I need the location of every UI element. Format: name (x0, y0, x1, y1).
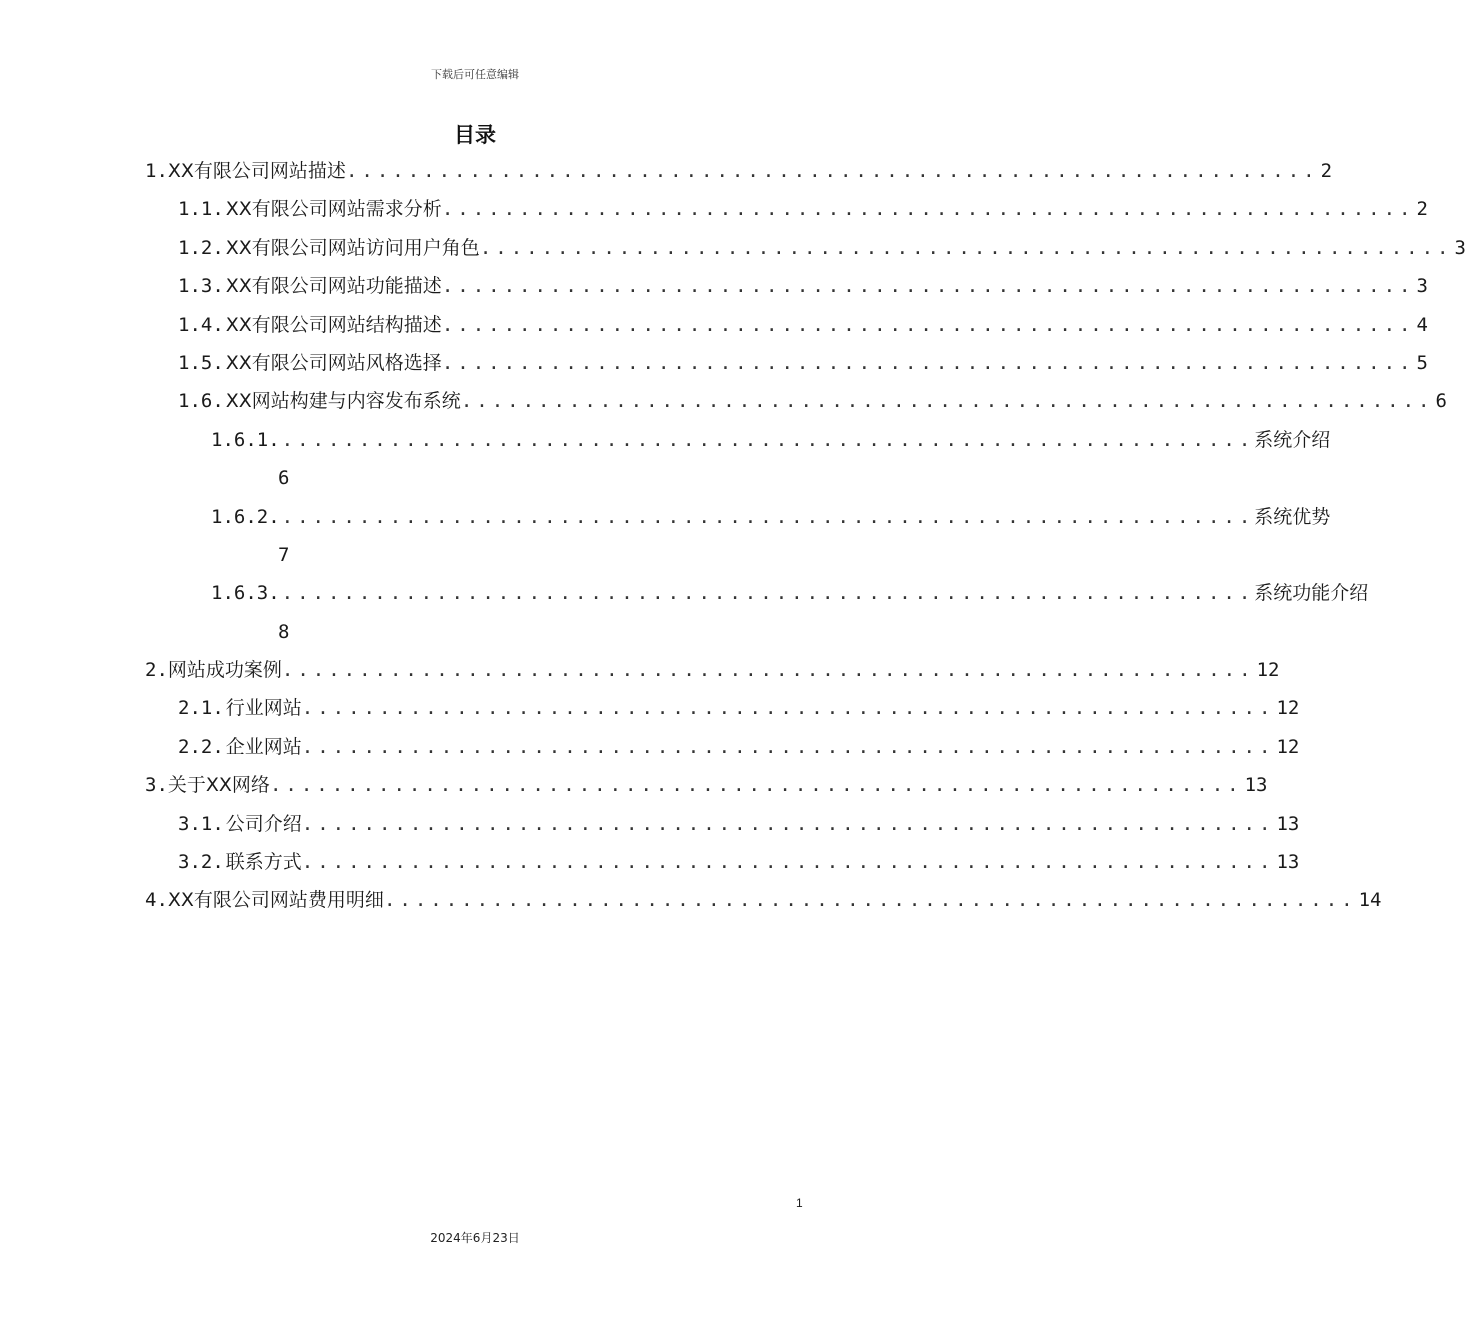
toc-entry-title: XX网站构建与内容发布系统 (225, 390, 461, 413)
toc-leader-dots: ............................................................... (460, 390, 1434, 413)
toc-entry-number: 3. (145, 774, 168, 797)
toc-entry-title: XX有限公司网站访问用户角色 (225, 236, 480, 259)
toc-leader-dots: ............................................................... (281, 582, 1255, 605)
toc-entry-title: 系统功能介绍 (1254, 582, 1369, 605)
toc-leader-dots: ............................................................... (441, 351, 1415, 374)
toc-entry-1-5[interactable] (145, 344, 1428, 382)
toc-leader-dots: ............................................................... (301, 735, 1275, 758)
toc-entry-title: 网站成功案例 (167, 659, 282, 682)
toc-entry-2-1[interactable] (145, 689, 1300, 727)
toc-entry-page: 12 (1276, 735, 1300, 758)
toc-entry-page: 14 (1358, 889, 1382, 912)
toc-entry-1-3[interactable] (145, 267, 1428, 305)
toc-leader-dots: ............................................................... (281, 659, 1255, 682)
toc-entry-1-6-1[interactable] (145, 421, 1331, 459)
toc-entry-title: 关于XX网络 (167, 774, 270, 797)
toc-entry-page[interactable]: 8 (278, 620, 290, 643)
toc-entry-number: 1.4. (178, 313, 224, 336)
toc-entry-number: 3.1. (178, 812, 224, 835)
toc-leader-dots: ............................................................... (441, 198, 1415, 221)
toc-leader-dots: ............................................................... (441, 275, 1415, 298)
toc-entry-number: 2. (145, 659, 168, 682)
toc-entry-page: 12 (1276, 697, 1300, 720)
toc-entry-1-6[interactable] (145, 382, 1447, 420)
table-of-contents (145, 152, 1466, 920)
toc-entry-title: XX有限公司网站结构描述 (225, 313, 442, 336)
toc-entry-number: 1.2. (178, 236, 224, 259)
toc-leader-dots: ............................................................... (301, 812, 1275, 835)
toc-leader-dots: ............................................................... (301, 697, 1275, 720)
toc-leader-dots: ............................................................... (281, 428, 1255, 451)
toc-leader-dots: ............................................................... (301, 851, 1275, 874)
page-number: 1 (796, 1196, 803, 1210)
toc-entry-number: 4. (145, 889, 168, 912)
toc-entry-page: 3 (1454, 236, 1466, 259)
toc-entry-number: 2.2. (178, 735, 224, 758)
toc-entry-number: 1.1. (178, 198, 224, 221)
toc-entry-1-1[interactable] (145, 190, 1428, 228)
toc-entry-page[interactable]: 7 (278, 543, 290, 566)
toc-entry-number: 1.6. (178, 390, 224, 413)
toc-entry-number: 1.6.1. (211, 428, 280, 451)
toc-entry-page: 4 (1416, 313, 1428, 336)
toc-entry-page: 13 (1276, 851, 1300, 874)
toc-entry-1-4[interactable] (145, 306, 1428, 344)
toc-leader-dots: ............................................................... (479, 236, 1453, 259)
toc-entry-page: 2 (1416, 198, 1428, 221)
toc-entry-number: 3.2. (178, 851, 224, 874)
toc-entry-page: 12 (1256, 659, 1280, 682)
toc-leader-dots: ............................................................... (281, 505, 1255, 528)
toc-entry-2[interactable] (145, 651, 1280, 689)
footer-date: 2024年6月23日 (430, 1231, 520, 1245)
toc-entry-page: 2 (1320, 160, 1333, 182)
toc-entry-3-2[interactable] (145, 843, 1300, 881)
toc-entry-title: 公司介绍 (225, 812, 302, 835)
toc-entry-number: 1.3. (178, 275, 224, 298)
toc-entry-1[interactable] (145, 152, 1333, 190)
toc-entry-number: 1.6.2. (211, 505, 280, 528)
toc-entry-3[interactable] (145, 766, 1268, 804)
toc-entry-1-6-3[interactable] (145, 574, 1369, 612)
header-note: 下载后可任意编辑 (431, 68, 519, 81)
toc-entry-page: 3 (1416, 275, 1428, 298)
toc-entry-page[interactable]: 6 (278, 467, 290, 490)
toc-leader-dots: ............................................................... (345, 160, 1319, 182)
toc-entry-title: XX有限公司网站风格选择 (225, 351, 442, 374)
toc-entry-title: 行业网站 (225, 697, 302, 720)
toc-entry-title: 系统介绍 (1254, 428, 1331, 451)
toc-entry-title: XX有限公司网站功能描述 (225, 275, 442, 298)
toc-entry-number: 1.5. (178, 351, 224, 374)
toc-entry-page: 6 (1435, 390, 1447, 413)
toc-entry-4[interactable] (145, 881, 1382, 919)
toc-entry-title: 系统优势 (1254, 505, 1331, 528)
toc-leader-dots: ............................................................... (441, 313, 1415, 336)
toc-entry-3-1[interactable] (145, 805, 1300, 843)
toc-leader-dots: ............................................................... (269, 774, 1243, 797)
toc-entry-page: 13 (1276, 812, 1300, 835)
toc-title: 目录 (454, 123, 496, 147)
toc-entry-title: 联系方式 (225, 851, 302, 874)
toc-entry-number: 2.1. (178, 697, 224, 720)
toc-leader-dots: ............................................................... (383, 889, 1357, 912)
toc-entry-title: XX有限公司网站需求分析 (225, 198, 442, 221)
toc-entry-title: XX有限公司网站描述 (167, 160, 346, 182)
toc-entry-number: 1. (145, 160, 168, 182)
toc-entry-title: XX有限公司网站费用明细 (167, 889, 384, 912)
toc-entry-1-2[interactable] (145, 229, 1466, 267)
toc-entry-2-2[interactable] (145, 728, 1300, 766)
toc-entry-page: 13 (1244, 774, 1268, 797)
toc-entry-title: 企业网站 (225, 735, 302, 758)
toc-entry-1-6-2[interactable] (145, 498, 1331, 536)
toc-entry-number: 1.6.3. (211, 582, 280, 605)
toc-entry-page: 5 (1416, 351, 1428, 374)
